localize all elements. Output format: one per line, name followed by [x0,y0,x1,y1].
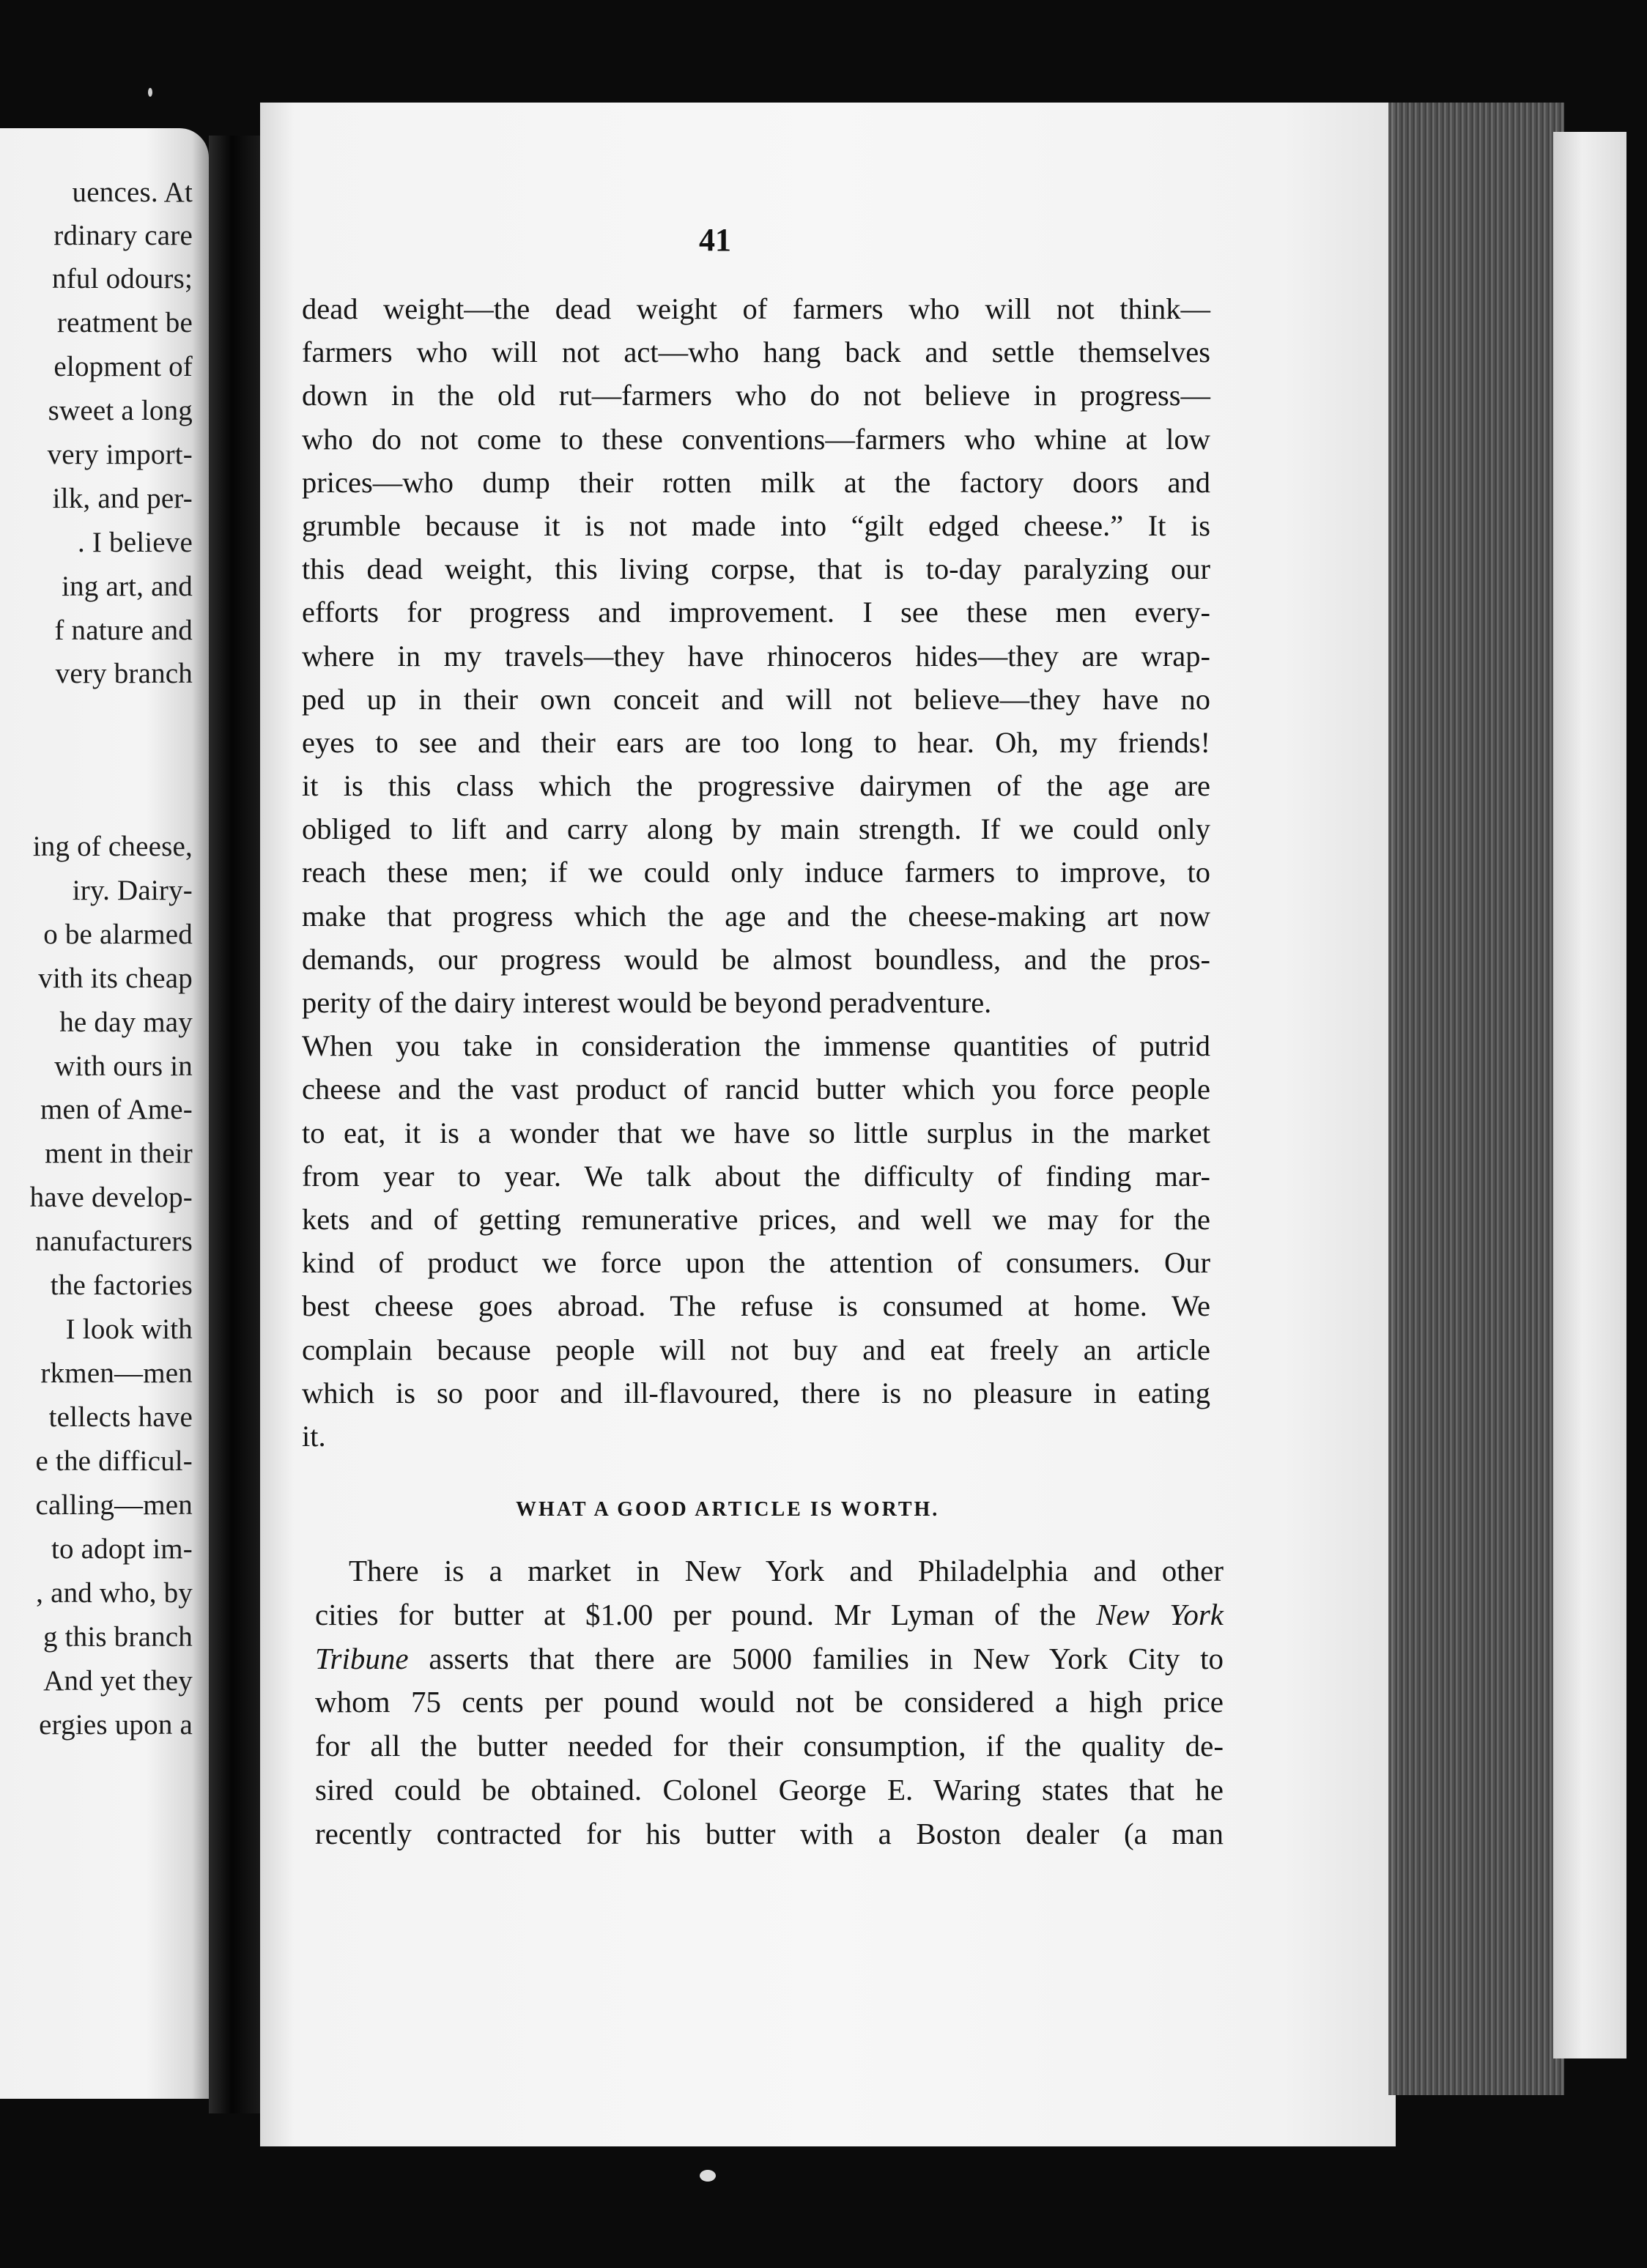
facing-page-line: tellects have [48,1401,193,1433]
facing-page-line: with ours in [54,1050,193,1082]
dust-speck [700,2170,716,2182]
text-line: where in my travels—they have rhinoceros hides—they are wrap- [302,639,1210,672]
text-line: demands, our progress would be almost boundless, and the pros- [302,942,1210,976]
facing-page-line: rdinary care [53,220,193,251]
text-line: from year to year. We talk about the difficulty of finding mar- [302,1159,1210,1193]
text-line: cheese and the vast product of rancid butter which you force people [302,1072,1210,1106]
text-line: dead weight—the dead weight of farmers who will not think— [302,292,1210,325]
facing-page-line: uences. At [72,177,193,208]
book-gutter [209,136,260,2113]
text-line: who do not come to these conventions—farmers who whine at low [302,422,1210,456]
facing-page-line: sweet a long [48,395,193,426]
text-line: ped up in their own conceit and will not believe—they have no [302,682,1210,716]
text-line: whom 75 cents per pound would not be considered a high price [315,1685,1224,1719]
text-line: down in the old rut—farmers who do not believe in progress— [302,379,1210,412]
text-line: make that progress which the age and the cheese-making art now [302,899,1210,933]
text-line: it is this class which the progressive dairymen of the age are [302,769,1210,803]
facing-page-line: have develop- [29,1182,193,1213]
facing-page-line: he day may [59,1007,193,1038]
text-line: reach these men; if we could only induce farmers to improve, to [302,856,1210,889]
facing-page-line: ergies upon a [39,1709,193,1741]
dust-speck [148,88,152,97]
facing-page-line: very branch [55,658,193,689]
text-line: There is a market in New York and Philadelphia and other [349,1554,1224,1587]
paragraph-market [315,1549,1224,1856]
facing-page-line: e the difficul- [35,1445,193,1477]
text-line: efforts for progress and improvement. I see these men every- [302,596,1210,629]
facing-page-line: f nature and [54,615,193,646]
text-line: prices—who dump their rotten milk at the factory doors and [302,465,1210,499]
facing-page-line: very import- [47,439,193,470]
facing-page-line: o be alarmed [43,919,193,950]
facing-page-line: ment in their [45,1138,193,1169]
facing-page-line: g this branch [42,1621,193,1653]
facing-page-line: ilk, and per- [52,483,193,514]
page-edges [1388,103,1564,2095]
text-line: sired could be obtained. Colonel George E. Waring states that he [315,1772,1224,1806]
page-edges-light [1553,132,1626,2058]
text-line: complain because people will not buy and eat freely an article [302,1333,1210,1366]
facing-page-line: nanufacturers [35,1226,193,1257]
text-line: for all the butter needed for their consumption, if the quality de- [315,1729,1224,1763]
facing-page-left [0,128,209,2099]
facing-page-line: ing of cheese, [32,831,193,862]
text-line: farmers who will not act—who hang back and settle themselves [302,336,1210,369]
text-line: recently contracted for his butter with a Boston dealer (a man [315,1816,1224,1850]
facing-page-line: . I believe [77,527,193,558]
text-line: When you take in consideration the immense quantities of putrid [302,1029,1210,1063]
text-line: kind of product we force upon the attention of consumers. Our [302,1246,1210,1280]
text-line: eyes to see and their ears are too long to hear. Oh, my friends! [302,725,1210,759]
text-line [315,1637,1224,1681]
facing-page-line: I look with [65,1313,193,1345]
facing-page-line: ing art, and [62,571,193,602]
facing-page-line: iry. Dairy- [72,875,193,906]
text-line: kets and of getting remunerative prices, and well we may for the [302,1202,1210,1236]
text-line: to eat, it is a wonder that we have so little surplus in the market [302,1116,1210,1149]
facing-page-line: reatment be [56,307,193,338]
text-line: it. [302,1419,326,1453]
text-line: perity of the dairy interest would be beyond peradventure. [302,986,992,1019]
text-fragment: cities for butter at $1.00 per pound. Mr Lyman of the [315,1597,1097,1631]
facing-page-line: And yet they [43,1665,193,1697]
page-number: 41 [699,222,731,258]
text-line: grumble because it is not made into “gilt edged cheese.” It is [302,508,1210,542]
facing-page-line: nful odours; [52,263,193,294]
facing-page-line: calling—men [35,1489,193,1521]
text-line [315,1593,1224,1637]
italic-text: New York [1096,1597,1224,1631]
text-fragment: asserts that there are 5000 families in New York City to [408,1641,1224,1675]
text-line: this dead weight, this living corpse, that is to-day paralyzing our [302,552,1210,586]
paragraph-continued [302,287,1210,1458]
facing-page-line: elopment of [53,351,193,382]
facing-page-line: the factories [50,1270,193,1301]
facing-page-line: rkmen—men [40,1357,193,1389]
text-line: best cheese goes abroad. The refuse is consumed at home. We [302,1289,1210,1323]
text-line: obliged to lift and carry along by main strength. If we could only [302,812,1210,846]
facing-page-line: men of Ame- [40,1094,193,1125]
facing-page-line: , and who, by [36,1577,193,1609]
italic-text: Tribune [315,1641,409,1675]
facing-page-line: to adopt im- [51,1533,193,1565]
section-heading: WHAT A GOOD ARTICLE IS WORTH. [516,1498,940,1521]
facing-page-line: vith its cheap [38,963,193,994]
text-line: which is so poor and ill-flavoured, there is no pleasure in eating [302,1376,1210,1409]
